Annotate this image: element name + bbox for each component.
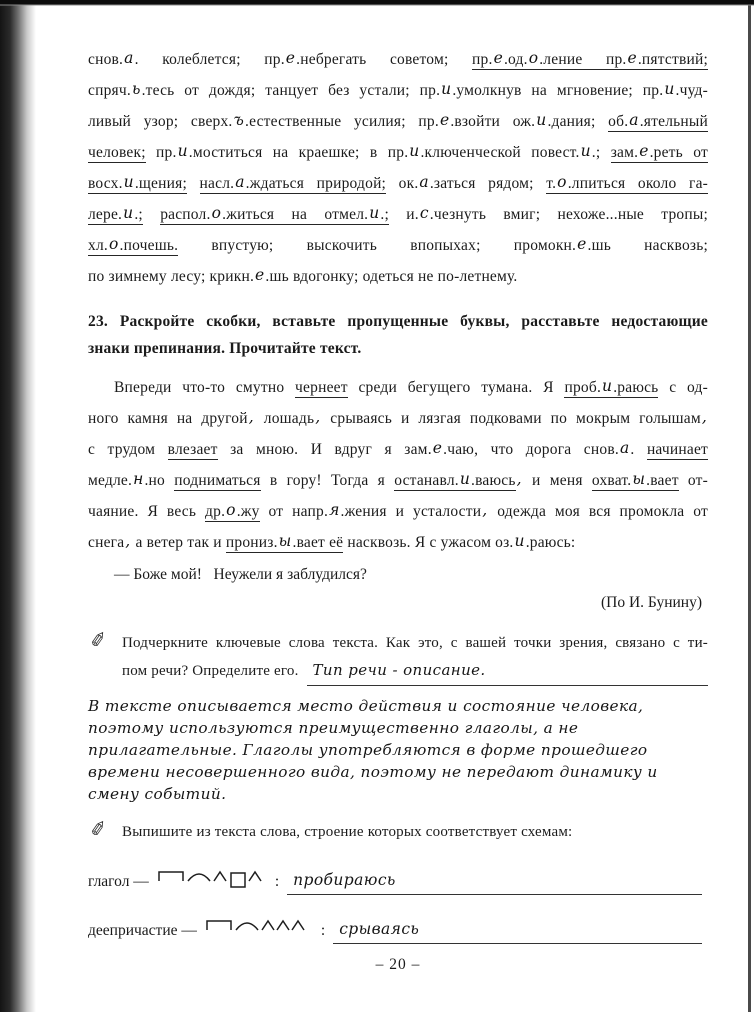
- handwritten-answer-verb: пробираюсь: [293, 871, 396, 889]
- scheme-colon: :: [320, 922, 326, 939]
- passage-line: с трудом влезает за мною. И вдруг я зам.е.чаю, что дорога снов.а. начинает: [88, 439, 709, 458]
- scheme-colon: :: [274, 873, 280, 890]
- wordlist-line: хл.о.почешь. впустую; выскочить впопыхах; промокн.е.шь насквозь;: [88, 235, 709, 254]
- passage-line: снега, а ветер так и прониз.ы.вает её насквозь. Я с ужасом оз.и.раюсь:: [88, 532, 576, 551]
- scheme-row-participle: [88, 915, 702, 944]
- exercise-heading-line: 23. Раскройте скобки, вставьте пропущенные буквы, расставьте недостающие: [88, 313, 708, 330]
- task-keywords: [88, 626, 708, 686]
- morpheme-scheme-verb-icon: [157, 866, 267, 892]
- scheme-row-verb: [88, 866, 702, 895]
- task-text-line: [122, 657, 708, 686]
- task-morpheme-schemes: [88, 815, 708, 846]
- passage-line: медле.н.но подниматься в гору! Тогда я останавл.и.ваюсь, и меня охват.ы.вает от-: [88, 470, 709, 489]
- passage-line: Впереди что-то смутно чернеет среди бегущего тумана. Я проб.и.раюсь с од-: [114, 377, 708, 396]
- pencil-icon: ✐: [88, 815, 109, 843]
- exercise-23-heading: [88, 308, 708, 362]
- pencil-icon: ✐: [88, 626, 109, 654]
- task-text: пом речи? Определите его.: [122, 663, 299, 679]
- handwritten-answer-paragraph: В тексте описывается место действия и состояние человека, поэтому используются преимущественно глаголы, а не прилагательные. Глаголы употребляются в форме прошедшего времени несовершенного вида, поэтому не передают динамику и смену событий.: [88, 697, 658, 803]
- passage-line: чаяние. Я весь др.о.жу от напр.я.жения и усталости, одежда моя вся промокла от: [88, 501, 708, 520]
- wordlist-line: человек; пр.и.моститься на краешке; в пр.и.ключенческой повест.и.; зам.е.реть от: [88, 142, 708, 161]
- passage-line: ного камня на другой, лошадь, срываясь и лязгая подковами по мокрым голышам,: [88, 408, 708, 427]
- scan-edge-right: [748, 0, 751, 1012]
- dialogue-line: — Боже мой! Неужели я заблудился?: [114, 566, 367, 583]
- task-text-line: Подчеркните ключевые слова текста. Как это, с вашей точки зрения, связано с ти-: [122, 635, 708, 651]
- page-content: [88, 44, 709, 973]
- exercise-heading-line: знаки препинания. Прочитайте текст.: [88, 340, 362, 357]
- author-attribution: (По И. Бунину): [601, 594, 702, 611]
- wordlist-line: снов.а. колеблется; пр.е.небрегать советом; пр.е.од.о.ление пр.е.пятствий;: [88, 49, 708, 68]
- word-list-exercise: [88, 44, 708, 292]
- morpheme-scheme-participle-icon: [205, 915, 313, 941]
- text-passage: [88, 372, 708, 558]
- wordlist-line: ливый узор; сверх.ъ.естественные усилия; пр.е.взойти ож.и.дания; об.а.ятельный: [88, 111, 708, 130]
- handwritten-answer-type-of-speech: Тип речи - описание.: [312, 661, 486, 679]
- scan-edge-top: [0, 0, 754, 6]
- scheme-label: деепричастие —: [88, 922, 197, 939]
- scheme-label: глагол —: [88, 873, 149, 890]
- page-number: – 20 –: [375, 956, 421, 973]
- task-text-line: Выпишите из текста слова, строение которых соответствует схемам:: [122, 824, 573, 840]
- wordlist-line: восх.и.щения; насл.а.ждаться природой; ок.а.заться рядом; т.о.лпиться около га-: [88, 173, 709, 192]
- wordlist-line: спряч.ь.тесь от дождя; танцует без устали; пр.и.умолкнув на мгновение; пр.и.чуд-: [88, 80, 708, 99]
- wordlist-line: лере.и.; распол.о.житься на отмел.и.; и.с.чезнуть вмиг; нехоже...ные тропы;: [88, 204, 708, 223]
- answer-blank-verb: [287, 867, 702, 895]
- answer-blank-participle: [333, 916, 702, 944]
- scan-edge-left: [0, 0, 36, 1012]
- wordlist-line: по зимнему лесу; крикн.е.шь вдогонку; одеться не по-летнему.: [88, 266, 518, 285]
- handwritten-answer-participle: срываясь: [339, 920, 420, 938]
- answer-blank-type-of-speech: [307, 657, 708, 686]
